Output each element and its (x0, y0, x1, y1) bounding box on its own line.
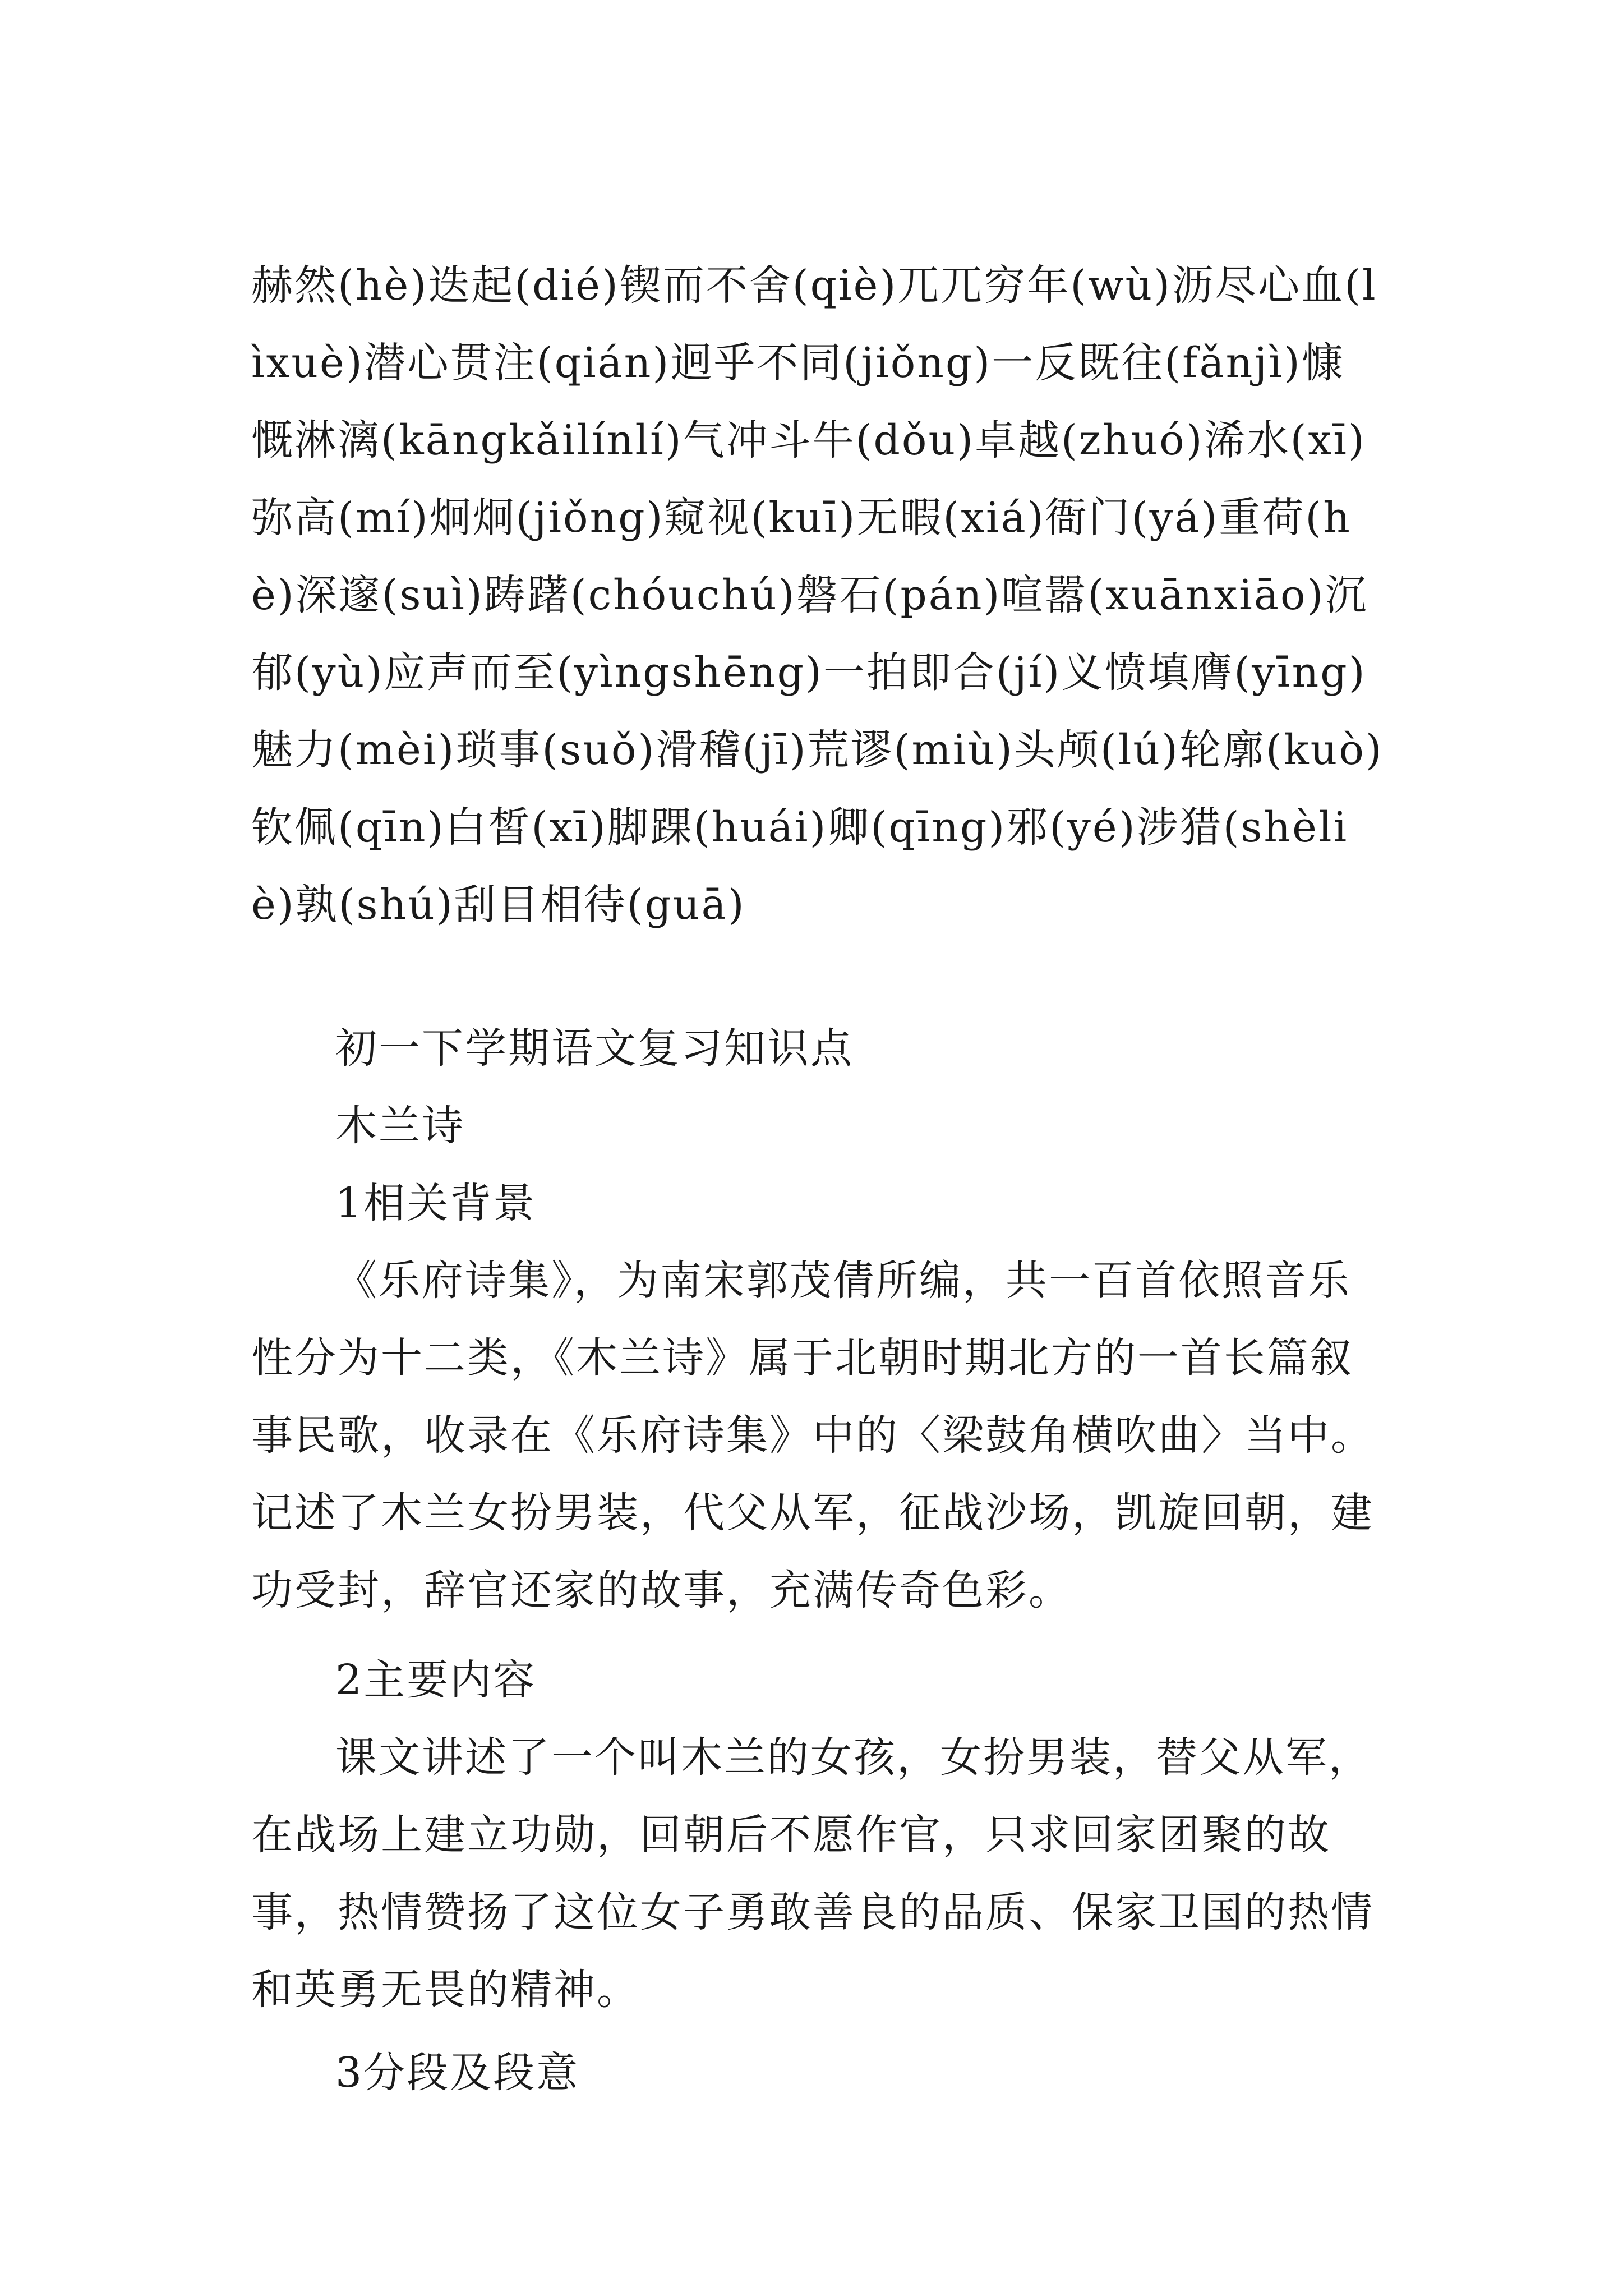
heading-main-content: 2主要内容 (335, 1656, 537, 1704)
paragraph-background: 《乐府诗集》，为南宋郭茂倩所编，共一百首依照音乐性分为十二类，《木兰诗》属于北朝时期北方的一首长篇叙事民歌，收录在《乐府诗集》中的〈梁鼓角横吹曲〉当中。记述了木兰女扮男装，代父从军，征战沙场，凯旋回朝，建功受封，辞官还家的故事，充满传奇色彩。 (251, 1257, 1374, 1614)
paragraph-main-content: 课文讲述了一个叫木兰的女孩，女扮男装，替父从军，在战场上建立功勋，回朝后不愿作官，只求回家团聚的故事，热情赞扬了这位女子勇敢善良的品质、保家卫国的热情和英勇无畏的精神。 (251, 1733, 1374, 2014)
lesson-title: 木兰诗 (335, 1102, 465, 1150)
vocabulary-paragraph: 赫然(hè)迭起(dié)锲而不舍(qiè)兀兀穷年(wù)沥尽心血(lìxuè)潜心贯注(qián)迥乎不同(jiǒng)一反既往(fǎnjì)慷慨淋漓(kāngkǎilínlí)气冲斗牛(dǒu)卓越(zhuó)浠水(xī)弥高(mí)炯炯(jiǒng)窥视(kuī)无暇(xiá)衙门(yá)重荷(hè)深邃(suì)踌躇(chóuchú)磐石(pán)喧嚣(xuānxiāo)沉郁(yù)应声而至(yìngshēng)一拍即合(jí)义愤填膺(yīng)魅力(mèi)琐事(suǒ)滑稽(jī)荒谬(miù)头颅(lú)轮廓(kuò)钦佩(qīn)白皙(xī)脚踝(huái)卿(qīng)邪(yé)涉猎(shèliè)孰(shú)刮目相待(guā) (251, 261, 1384, 929)
section-title: 初一下学期语文复习知识点 (335, 1024, 854, 1073)
heading-background: 1相关背景 (335, 1179, 537, 1227)
heading-sections: 3分段及段意 (335, 2049, 580, 2097)
